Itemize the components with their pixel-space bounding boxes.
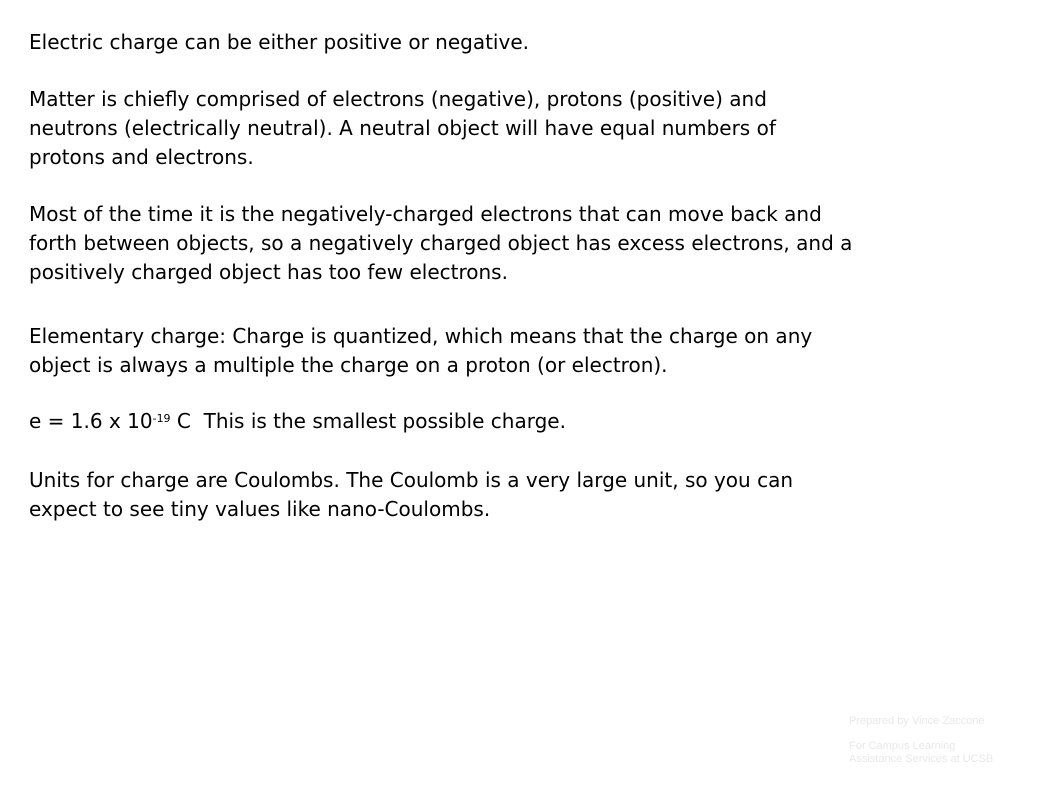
text-line: protons and electrons. bbox=[29, 145, 254, 169]
paragraph-charge-sign bbox=[29, 28, 1039, 57]
credit-line: For Campus Learning bbox=[849, 740, 956, 752]
credit-line: Assistance Services at UCSB bbox=[849, 753, 994, 765]
text-line: neutrons (electrically neutral). A neutral object will have equal numbers of bbox=[29, 116, 776, 140]
equation-remainder: C This is the smallest possible charge. bbox=[170, 409, 566, 433]
equation-exponent: -19 bbox=[152, 412, 171, 425]
paragraph-coulomb-units bbox=[29, 466, 1039, 524]
text-line: Elementary charge: Charge is quantized, which means that the charge on any bbox=[29, 324, 813, 348]
text-line: Units for charge are Coulombs. The Coulomb is a very large unit, so you can bbox=[29, 468, 794, 492]
equation-base: e = 1.6 x 10 bbox=[29, 409, 153, 433]
credit-line: Prepared by Vince Zaccone bbox=[849, 715, 985, 727]
text-line: Electric charge can be either positive or negative. bbox=[29, 30, 529, 54]
paragraph-elementary-charge-value bbox=[29, 407, 1039, 436]
text-line: forth between objects, so a negatively charged object has excess electrons, and a bbox=[29, 231, 853, 255]
text-line: Matter is chiefly comprised of electrons (negative), protons (positive) and bbox=[29, 87, 767, 111]
text-line: positively charged object has too few electrons. bbox=[29, 260, 508, 284]
paragraph-elementary-charge bbox=[29, 322, 1039, 380]
text-line: Most of the time it is the negatively-charged electrons that can move back and bbox=[29, 202, 822, 226]
paragraph-electron-movement bbox=[29, 200, 1039, 287]
text-line: expect to see tiny values like nano-Coulombs. bbox=[29, 497, 491, 521]
text-line: object is always a multiple the charge on a proton (or electron). bbox=[29, 353, 668, 377]
credit-organization bbox=[849, 740, 993, 766]
credit-prepared-by bbox=[849, 715, 985, 728]
paragraph-matter-composition bbox=[29, 85, 1039, 172]
